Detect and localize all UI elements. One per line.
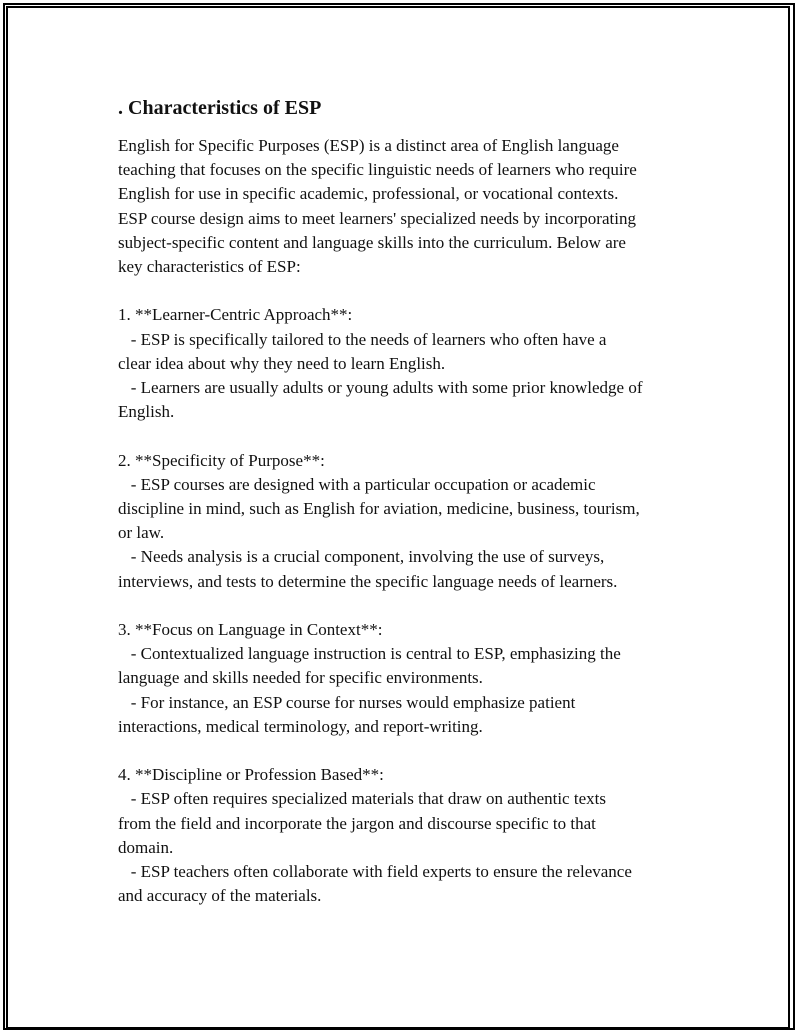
list-item-learner-centric: 1. **Learner-Centric Approach**: - ESP is specifically tailored to the needs of learners who often have a clear idea about why they need to learn English. - Learners are usually adults or young adults with some prior knowledge of English. xyxy=(118,305,643,422)
document-body xyxy=(118,96,698,908)
list-item-language-in-context: 3. **Focus on Language in Context**: - Contextualized language instruction is central to ESP, emphasizing the language and skills needed for specific environments. - For instance, an ESP course for nurses would emphasize patient interactions, medical terminology, and report-writing. xyxy=(118,620,621,736)
list-item-discipline-based: 4. **Discipline or Profession Based**: - ESP often requires specialized materials that draw on authentic texts from the field and incorporate the jargon and discourse specific to that domain. - ESP teachers often collaborate with field experts to ensure the relevance and accuracy of the materials. xyxy=(118,765,632,906)
list-item-specificity-of-purpose: 2. **Specificity of Purpose**: - ESP courses are designed with a particular occupation or academic discipline in mind, such as English for aviation, medicine, business, tourism, or law. - Needs analysis is a crucial component, involving the use of surveys, interviews, and tests to determine the specific language needs of learners. xyxy=(118,450,640,591)
section-heading: . Characteristics of ESP xyxy=(118,97,322,119)
intro-paragraph: English for Specific Purposes (ESP) is a distinct area of English language teaching that focuses on the specific linguistic needs of learners who require English for use in specific academic, professional, or vocational contexts. ESP course design aims to meet learners' specialized needs by incorporating subject-specific content and language skills into the curriculum. Below are key characteristics of ESP: xyxy=(118,136,637,277)
